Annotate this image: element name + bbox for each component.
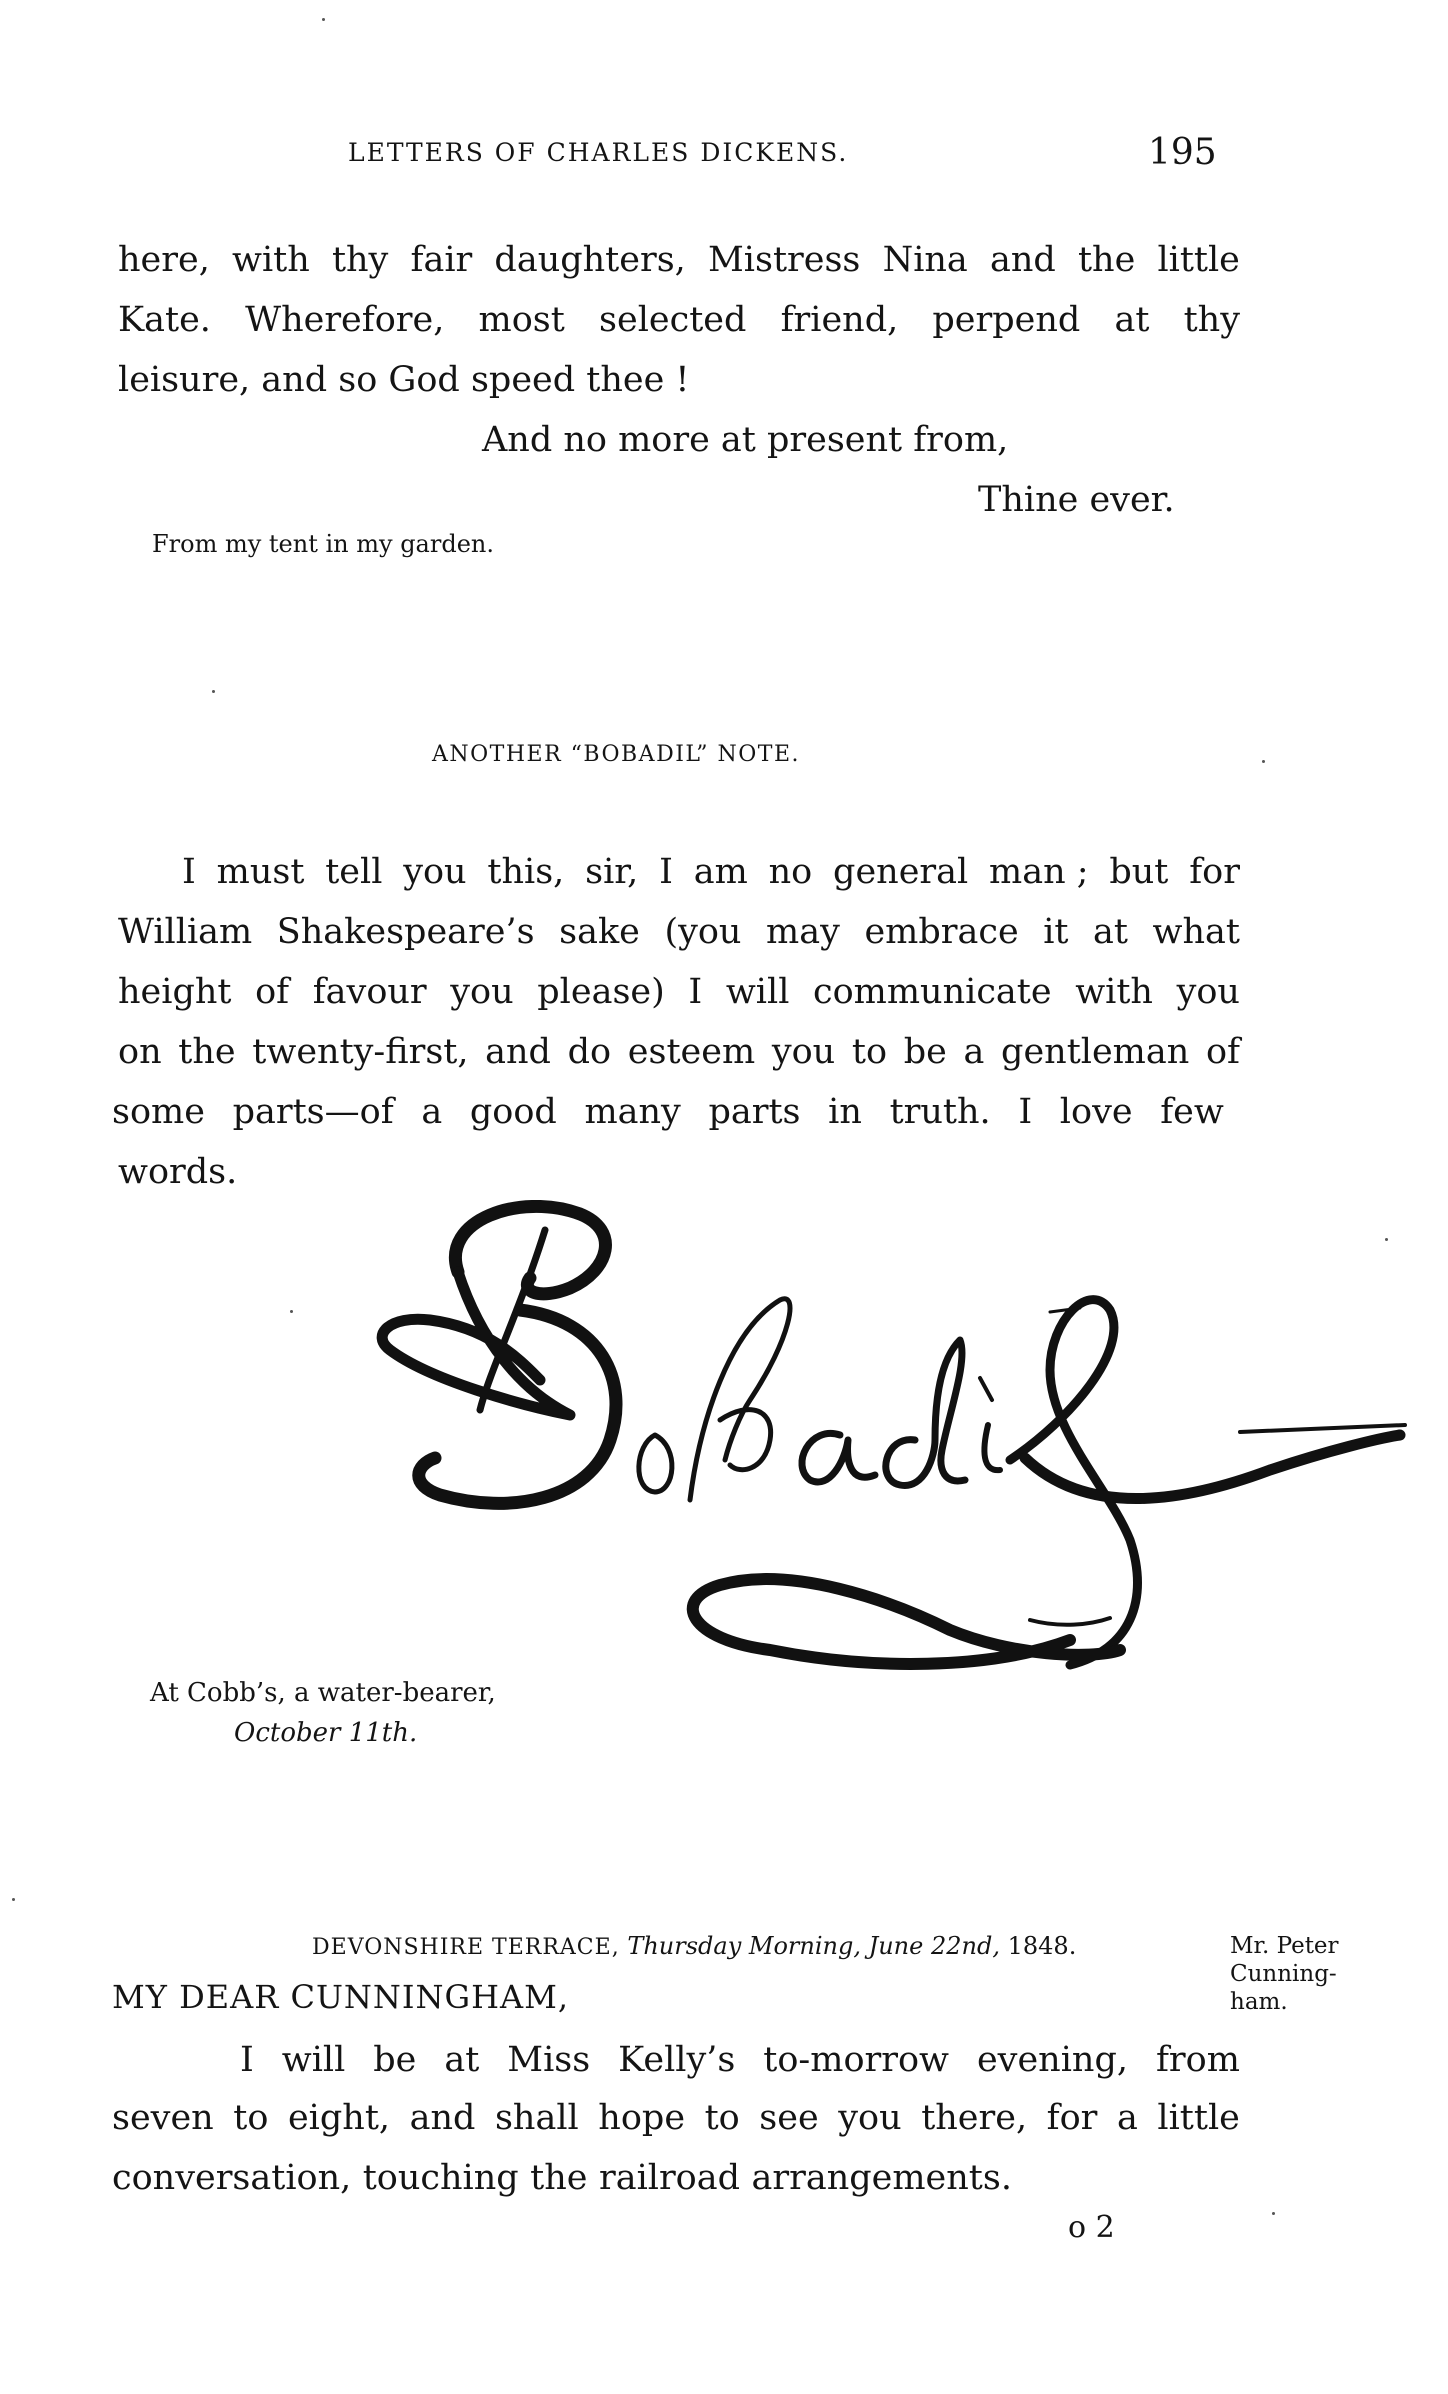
- word: I: [182, 852, 196, 892]
- body-line: [118, 972, 1240, 1012]
- word: parts—of: [232, 1092, 394, 1132]
- word: few: [1160, 1092, 1224, 1132]
- letter-closing: And no more at present from,: [482, 420, 1009, 460]
- dateline-place: DEVONSHIRE TERRACE,: [312, 1935, 620, 1960]
- word: there,: [921, 2098, 1028, 2138]
- word: evening,: [976, 2040, 1128, 2080]
- word: no: [768, 852, 813, 892]
- word: to: [704, 2098, 740, 2138]
- word: will: [725, 972, 790, 1012]
- running-title: LETTERS OF CHARLES DICKENS.: [348, 138, 849, 167]
- signature-mark: o 2: [1068, 2210, 1115, 2245]
- body-line: [118, 1032, 1240, 1072]
- section-title: [432, 742, 800, 767]
- word: fair: [410, 240, 473, 280]
- word: gentleman: [1001, 1032, 1190, 1072]
- word: Miss: [507, 2040, 591, 2080]
- word: I: [240, 2040, 254, 2080]
- word: Kate.: [118, 300, 211, 340]
- word: sake: [559, 912, 640, 952]
- word: I: [1018, 1092, 1033, 1132]
- word: selected: [599, 300, 747, 340]
- word: the: [1077, 240, 1136, 280]
- word: you: [771, 1032, 836, 1072]
- print-speck: [290, 1310, 293, 1313]
- word: for: [1046, 2098, 1098, 2138]
- word: the: [178, 1032, 236, 1072]
- word: favour: [312, 972, 427, 1012]
- dateline-day: Thursday Morning, June 22nd,: [627, 1932, 1000, 1960]
- word: many: [584, 1092, 681, 1132]
- word: to: [851, 1032, 888, 1072]
- word: sir,: [585, 852, 639, 892]
- word: a: [1116, 2098, 1138, 2138]
- word: general: [833, 852, 969, 892]
- print-speck: [12, 1898, 15, 1901]
- word: do: [567, 1032, 612, 1072]
- word: man ;: [989, 852, 1089, 892]
- word: seven: [112, 2098, 214, 2138]
- word: am: [693, 852, 748, 892]
- word: be: [903, 1032, 947, 1072]
- word: communicate: [813, 972, 1052, 1012]
- letter-place: From my tent in my garden.: [152, 530, 494, 558]
- bobadil-signature: [370, 1200, 1410, 1720]
- word: you: [450, 972, 514, 1012]
- word: I: [688, 972, 703, 1012]
- print-speck: [1262, 760, 1265, 763]
- word: will: [281, 2040, 346, 2080]
- word: in: [828, 1092, 862, 1132]
- word: what: [1152, 912, 1240, 952]
- body-line: [112, 2158, 1012, 2198]
- word: and: [409, 2098, 476, 2138]
- signature-stroke: [886, 1340, 965, 1485]
- word: here,: [118, 240, 210, 280]
- signature-stroke: [984, 1425, 1000, 1470]
- print-speck: [1272, 2212, 1275, 2215]
- word: thy: [1183, 300, 1240, 340]
- word: shall: [494, 2098, 579, 2138]
- signature-stroke: [1240, 1425, 1405, 1432]
- word: and: [485, 1032, 551, 1072]
- word: see: [759, 2098, 819, 2138]
- page-number: 195: [1148, 132, 1217, 173]
- print-speck: [212, 690, 215, 693]
- word: arrangements.: [751, 2158, 1012, 2198]
- word: esteem: [627, 1032, 756, 1072]
- letter-signoff: Thine ever.: [978, 480, 1175, 520]
- signature-stroke: [802, 1433, 875, 1482]
- body-line: [182, 852, 1240, 892]
- word: twenty-first,: [252, 1032, 469, 1072]
- word: conversation,: [112, 2158, 352, 2198]
- word: please): [537, 972, 665, 1012]
- word: perpend: [932, 300, 1081, 340]
- word: must: [216, 852, 305, 892]
- signature-stroke: [720, 1410, 771, 1470]
- word: parts: [708, 1092, 801, 1132]
- signature-stroke: [693, 1579, 1120, 1664]
- word: tell: [325, 852, 383, 892]
- word: truth.: [889, 1092, 991, 1132]
- salutation: MY DEAR CUNNINGHAM,: [112, 1978, 570, 2016]
- section-title-post: NOTE.: [708, 742, 800, 767]
- body-line: [118, 240, 1240, 280]
- dateline: [312, 1932, 1076, 1960]
- word: at: [1093, 912, 1128, 952]
- word: little: [1157, 2098, 1240, 2138]
- margin-note-line: Mr. Peter: [1230, 1933, 1339, 1959]
- word: at: [1114, 300, 1150, 340]
- word: railroad: [598, 2158, 741, 2198]
- word: Wherefore,: [245, 300, 445, 340]
- word: eight,: [287, 2098, 391, 2138]
- dateline-year: 1848.: [1007, 1932, 1077, 1960]
- signature-stroke: [980, 1378, 992, 1400]
- print-speck: [322, 18, 325, 21]
- word: Mistress: [707, 240, 861, 280]
- word: hope: [598, 2098, 686, 2138]
- word: this,: [487, 852, 565, 892]
- word: for: [1189, 852, 1240, 892]
- body-line: [112, 1092, 1224, 1132]
- word: some: [112, 1092, 205, 1132]
- margin-note-line: ham.: [1230, 1989, 1288, 2015]
- word: on: [118, 1032, 162, 1072]
- word: be: [373, 2040, 417, 2080]
- word: the: [530, 2158, 588, 2198]
- word: touching: [362, 2158, 519, 2198]
- word: may: [766, 912, 840, 952]
- body-line: [118, 912, 1240, 952]
- signature-stroke: [1030, 1618, 1110, 1625]
- word: it: [1043, 912, 1069, 952]
- print-speck: [1385, 1238, 1388, 1241]
- word: from: [1155, 2040, 1240, 2080]
- word: embrace: [864, 912, 1019, 952]
- word: you: [1176, 972, 1240, 1012]
- word: little: [1157, 240, 1240, 280]
- word: Kelly’s: [618, 2040, 736, 2080]
- word: Nina: [882, 240, 968, 280]
- margin-note: [1230, 1932, 1390, 2016]
- section-title-pre: ANOTHER: [432, 742, 571, 767]
- margin-note-line: Cunning-: [1230, 1961, 1337, 1987]
- letter-date: October 11th.: [234, 1718, 418, 1748]
- body-line: words.: [118, 1152, 238, 1192]
- word: with: [1075, 972, 1153, 1012]
- word: a: [421, 1092, 443, 1132]
- word: thy: [331, 240, 389, 280]
- word: of: [255, 972, 290, 1012]
- word: height: [118, 972, 232, 1012]
- body-line: [240, 2040, 1240, 2080]
- word: Shakespeare’s: [276, 912, 535, 952]
- word: but: [1109, 852, 1169, 892]
- body-line: [112, 2098, 1240, 2138]
- letter-place: At Cobb’s, a water-bearer,: [150, 1678, 496, 1708]
- word: to-morrow: [763, 2040, 950, 2080]
- word: and: [989, 240, 1056, 280]
- body-line: [118, 300, 1240, 340]
- word: William: [118, 912, 253, 952]
- word: daughters,: [494, 240, 686, 280]
- word: love: [1059, 1092, 1133, 1132]
- body-line: leisure, and so God speed thee !: [118, 360, 690, 400]
- word: with: [232, 240, 310, 280]
- word: most: [478, 300, 565, 340]
- word: good: [469, 1092, 557, 1132]
- word: I: [659, 852, 673, 892]
- word: you: [403, 852, 467, 892]
- signature-stroke: [1025, 1435, 1400, 1499]
- signature-stroke: [639, 1435, 672, 1492]
- word: (you: [664, 912, 742, 952]
- word: you: [838, 2098, 902, 2138]
- section-title-quoted: “BOBADIL”: [570, 742, 709, 767]
- signature-stroke: [1010, 1300, 1138, 1665]
- word: to: [233, 2098, 269, 2138]
- word: at: [444, 2040, 480, 2080]
- word: a: [963, 1032, 985, 1072]
- word: friend,: [780, 300, 899, 340]
- word: of: [1205, 1032, 1240, 1072]
